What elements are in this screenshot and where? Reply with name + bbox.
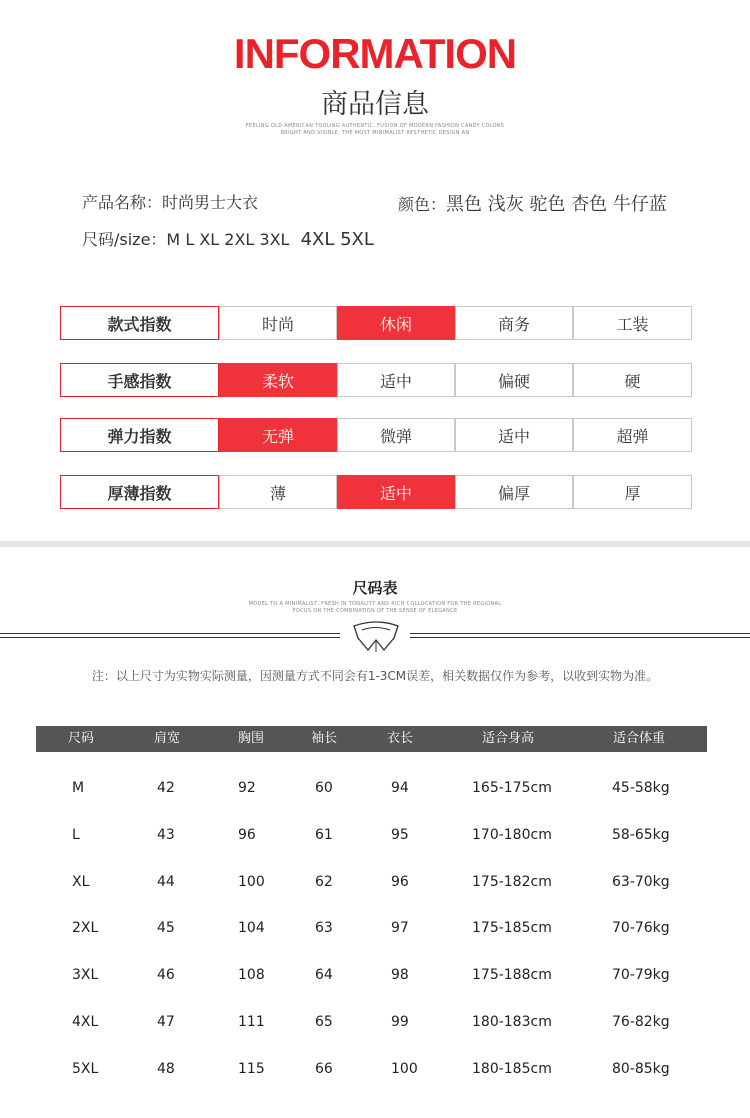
index-option: 适中 xyxy=(337,363,455,397)
size-chart-tagline-1: MODEL TO A MINIMALIST, FRESH IN TONALITY AND RICH COLLOCATION FOR THE REGIONAL xyxy=(248,601,502,607)
table-cell: 180-183cm xyxy=(472,1014,552,1030)
index-option: 厚 xyxy=(573,475,692,509)
table-cell: 61 xyxy=(315,827,333,843)
index-option: 薄 xyxy=(219,475,337,509)
table-cell: 65 xyxy=(315,1014,333,1030)
table-cell: M xyxy=(72,780,85,796)
table-cell: 64 xyxy=(315,967,333,983)
table-cell: 175-188cm xyxy=(472,967,552,983)
table-cell: XL xyxy=(72,874,90,890)
table-cell: 45-58kg xyxy=(612,780,670,796)
page-title-en: INFORMATION xyxy=(233,30,517,77)
product-colors xyxy=(398,190,667,216)
index-option: 超弹 xyxy=(573,418,692,452)
table-cell: 100 xyxy=(391,1061,418,1077)
index-option: 硬 xyxy=(573,363,692,397)
table-cell: 94 xyxy=(391,780,409,796)
table-cell: 45 xyxy=(157,920,175,936)
table-cell: 63-70kg xyxy=(612,874,670,890)
product-name-label: 产品名称： xyxy=(82,193,163,212)
product-name xyxy=(82,190,258,213)
table-cell: 175-182cm xyxy=(472,874,552,890)
col-sleeve: 袖长 xyxy=(311,731,338,746)
index-option: 休闲 xyxy=(337,306,455,340)
size-table-header xyxy=(36,726,707,752)
size-chart-title: 尺码表 xyxy=(352,579,398,597)
table-cell: 47 xyxy=(157,1014,175,1030)
table-cell: 5XL xyxy=(72,1061,99,1077)
table-cell: 70-79kg xyxy=(612,967,670,983)
table-cell: 99 xyxy=(391,1014,409,1030)
index-option: 工装 xyxy=(573,306,692,340)
index-option: 商务 xyxy=(455,306,573,340)
table-cell: 92 xyxy=(238,780,256,796)
rule-right-1 xyxy=(410,633,750,634)
table-cell: L xyxy=(72,827,80,843)
rule-left-1 xyxy=(0,633,340,634)
table-cell: 111 xyxy=(238,1014,265,1030)
table-cell: 4XL xyxy=(72,1014,99,1030)
index-label: 款式指数 xyxy=(60,306,219,340)
table-cell: 44 xyxy=(157,874,175,890)
index-option: 偏厚 xyxy=(455,475,573,509)
table-cell: 170-180cm xyxy=(472,827,552,843)
index-row xyxy=(60,475,692,509)
col-height: 适合身高 xyxy=(482,731,535,746)
index-option: 微弹 xyxy=(337,418,455,452)
product-size-value-a: M L XL 2XL 3XL xyxy=(166,230,290,249)
col-length: 衣长 xyxy=(387,731,414,746)
table-cell: 62 xyxy=(315,874,333,890)
col-chest: 胸围 xyxy=(238,731,265,746)
table-cell: 100 xyxy=(238,874,265,890)
table-cell: 60 xyxy=(315,780,333,796)
section-divider xyxy=(0,541,750,547)
table-cell: 76-82kg xyxy=(612,1014,670,1030)
index-option: 柔软 xyxy=(219,363,337,397)
col-shoulder: 肩宽 xyxy=(154,731,181,746)
index-option: 时尚 xyxy=(219,306,337,340)
table-cell: 80-85kg xyxy=(612,1061,670,1077)
table-cell: 46 xyxy=(157,967,175,983)
table-cell: 66 xyxy=(315,1061,333,1077)
table-cell: 48 xyxy=(157,1061,175,1077)
product-color-label: 颜色： xyxy=(398,195,447,214)
index-option: 偏硬 xyxy=(455,363,573,397)
table-cell: 97 xyxy=(391,920,409,936)
table-cell: 58-65kg xyxy=(612,827,670,843)
table-cell: 115 xyxy=(238,1061,265,1077)
size-chart-tagline-2: FOCUS ON THE COMBINATION OF THE SENSE OF ELEGANCE xyxy=(292,608,458,614)
index-option: 适中 xyxy=(337,475,455,509)
table-cell: 63 xyxy=(315,920,333,936)
product-sizes xyxy=(82,227,374,250)
index-option: 适中 xyxy=(455,418,573,452)
shirt-collar-icon xyxy=(348,616,404,654)
index-option: 无弹 xyxy=(219,418,337,452)
table-cell: 3XL xyxy=(72,967,99,983)
table-cell: 96 xyxy=(238,827,256,843)
table-cell: 96 xyxy=(391,874,409,890)
index-row xyxy=(60,306,692,340)
table-cell: 70-76kg xyxy=(612,920,670,936)
table-cell: 98 xyxy=(391,967,409,983)
index-row xyxy=(60,418,692,452)
table-cell: 175-185cm xyxy=(472,920,552,936)
product-size-label: 尺码/size： xyxy=(82,230,167,249)
table-cell: 42 xyxy=(157,780,175,796)
index-label: 手感指数 xyxy=(60,363,219,397)
table-cell: 95 xyxy=(391,827,409,843)
table-cell: 108 xyxy=(238,967,265,983)
product-name-value: 时尚男士大衣 xyxy=(162,193,259,212)
page-title-cn: 商品信息 xyxy=(321,89,429,120)
table-cell: 180-185cm xyxy=(472,1061,552,1077)
table-cell: 43 xyxy=(157,827,175,843)
header-tagline-1: FEELING OLD AMERICAN TOOLING AUTHENTIC, FUSION OF MODERN FASHION CANDY COLORS xyxy=(245,123,505,129)
product-size-value-b: 4XL 5XL xyxy=(300,229,374,250)
rule-left-2 xyxy=(0,637,340,638)
index-label: 弹力指数 xyxy=(60,418,219,452)
rule-right-2 xyxy=(410,637,750,638)
header-tagline-2: BRIGHT AND VISIBLE, THE MOST MINIMALIST AESTHETIC DESIGN AN xyxy=(280,130,470,136)
table-cell: 165-175cm xyxy=(472,780,552,796)
table-cell: 104 xyxy=(238,920,265,936)
size-chart-note: 注：以上尺寸为实物实际测量，因测量方式不同会有1-3CM误差，相关数据仅作为参考，以收到实物为准。 xyxy=(91,669,659,683)
index-row xyxy=(60,363,692,397)
product-color-value: 黑色 浅灰 驼色 杏色 牛仔蓝 xyxy=(446,194,667,215)
col-weight: 适合体重 xyxy=(613,731,666,746)
table-cell: 2XL xyxy=(72,920,99,936)
index-label: 厚薄指数 xyxy=(60,475,219,509)
col-size: 尺码 xyxy=(68,731,95,746)
